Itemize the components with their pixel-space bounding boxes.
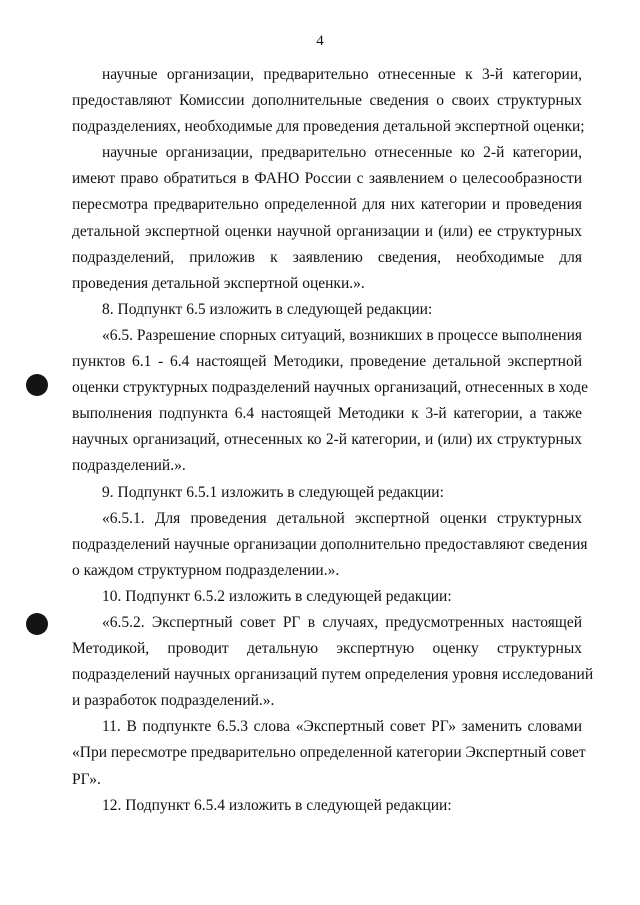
- text-line: «6.5.2. Экспертный совет РГ в случаях, предусмотренных настоящей: [102, 613, 582, 631]
- text-line: подразделений научные организации дополнительно предоставляют сведения: [72, 535, 588, 553]
- text-line: выполнения подпункта 6.4 настоящей Методики к 3-й категории, а также: [72, 405, 582, 423]
- text-line: 12. Подпункт 6.5.4 изложить в следующей редакции:: [102, 796, 452, 814]
- text-line: пунктов 6.1 - 6.4 настоящей Методики, проведение детальной экспертной: [72, 353, 582, 371]
- text-line: проведения детальной экспертной оценки.».: [72, 274, 365, 292]
- text-line: 9. Подпункт 6.5.1 изложить в следующей редакции:: [102, 483, 444, 501]
- text-line: предоставляют Комиссии дополнительные сведения о своих структурных: [72, 92, 582, 110]
- text-line: о каждом структурном подразделении.».: [72, 561, 340, 579]
- punch-hole-mark: [26, 613, 48, 635]
- page-number: 4: [316, 33, 324, 49]
- text-line: научные организации, предварительно отнесенные к 3-й категории,: [102, 66, 582, 83]
- text-line: «При пересмотре предварительно определенной категории Экспертный совет: [72, 744, 586, 762]
- text-line: подразделениях, необходимые для проведения детальной экспертной оценки;: [72, 118, 585, 136]
- text-line: подразделений.».: [72, 457, 186, 475]
- text-line: Методикой, проводит детальную экспертную оценку структурных: [72, 640, 582, 658]
- text-line: 11. В подпункте 6.5.3 слова «Экспертный совет РГ» заменить словами: [102, 718, 582, 736]
- text-line: 10. Подпункт 6.5.2 изложить в следующей редакции:: [102, 587, 452, 605]
- text-line: пересмотра предварительно определенной для них категории и проведения: [72, 196, 582, 214]
- text-line: детальной экспертной оценки научной организации и (или) ее структурных: [72, 222, 582, 240]
- punch-hole-mark: [26, 374, 48, 396]
- text-line: «6.5.1. Для проведения детальной экспертной оценки структурных: [102, 509, 582, 527]
- text-line: подразделений, приложив к заявлению сведения, необходимые для: [72, 248, 582, 266]
- text-line: научные организации, предварительно отнесенные ко 2-й категории,: [102, 144, 582, 162]
- text-line: научных организаций, отнесенных ко 2-й категории, и (или) их структурных: [72, 431, 582, 449]
- text-line: оценки структурных подразделений научных организаций, отнесенных в ходе: [72, 379, 588, 397]
- text-line: 8. Подпункт 6.5 изложить в следующей редакции:: [102, 300, 433, 318]
- text-line: подразделений научных организаций путем определения уровня исследований: [72, 666, 594, 684]
- text-line: и разработок подразделений.».: [72, 692, 275, 710]
- text-line: «6.5. Разрешение спорных ситуаций, возникших в процессе выполнения: [102, 326, 582, 344]
- text-line: имеют право обратиться в ФАНО России с заявлением о целесообразности: [72, 170, 582, 188]
- text-line: РГ».: [72, 770, 101, 788]
- document-body: [72, 62, 594, 819]
